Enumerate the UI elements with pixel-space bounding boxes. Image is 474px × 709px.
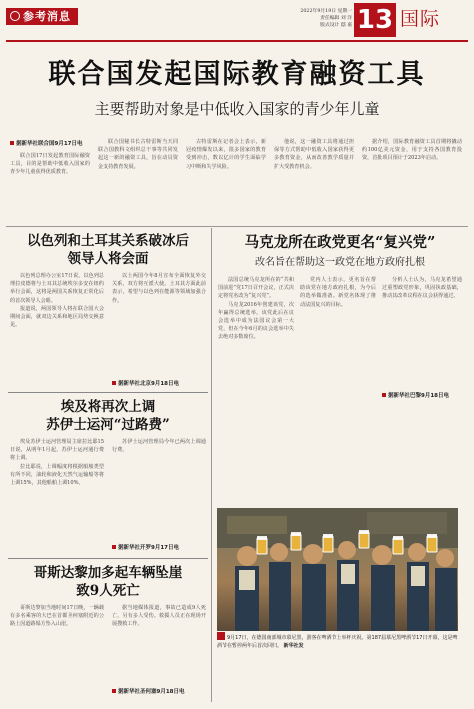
costarica-dateline: 据新华社圣何塞9月18日电 [112,688,208,696]
logo-text: 参考消息 [23,10,71,23]
editor-line: 责任编辑 刘 洋 [320,16,352,21]
masthead-rule [6,40,468,42]
lead-column-2: 联合国秘书长古特雷斯当天同联合国教科文组织总干事等共同发起这一新的融资工具，旨在动员资金支持教育发展。 [98,139,178,170]
israel-headline: 以色列和土耳其关系破冰后 领导人将会面 [27,233,189,267]
macron-dateline: 据新华社巴黎9月18日电 [382,392,464,400]
macron-column-3: 分析人士认为，马克龙希望通过重塑政党形象，巩固执政基础，推动其改革议程在议会获得通过。 [382,277,462,300]
macron-column-1: 法国总统马克龙所在的“共和国前进”党17日召开会议，正式决定将党名改为“复兴党”。 马克龙2016年创建该党，次年赢得总统选举。该党此后在议会选举中成为法国议会第一大党，但在今年6月的议会选举中失去绝对多数席位。 [218,277,294,341]
israel-separator [8,392,208,393]
photo-caption: 9月17日，在德国南部城市慕尼黑，游客在啤酒节上举杯庆祝。第187届慕尼黑啤酒节17日开幕，这是啤酒节在暂停两年后首次回归。 新华社发 [217,632,458,670]
israel-column-1: 以色列总理办公室17日说，以色列总理拉皮德将与土耳其总统埃尔多安在纽约举行会面，这将是两国关系恢复正常化后的首次领导人会晤。 报道说，两国领导人将在联合国大会期间会面，就双边关系和地区局势交换意见。 [10,273,104,329]
lead-column-3: 古特雷斯在记者会上表示，新冠疫情爆发以来，很多国家的教育受到冲击，数以亿计的学生面临学习中断和失学风险。 [186,139,266,170]
macron-subheadline: 改名旨在帮助这一政党在地方政府扎根 [255,257,425,268]
designer-line: 版式设计 邸 嘉 [320,23,352,28]
section-name: 国际 [400,8,441,30]
oktoberfest-photo [217,508,458,631]
issue-info [282,8,352,29]
suez-column-1: 埃及苏伊士运河管理局主席拉比耶15日说，从明年1月起，苏伊士运河通行费将上调。 拉比耶说，上调幅度将根据船舶类型有所不同，油轮和液化天然气运输船等将上调15%，其他船舶上调10%。 [10,439,104,487]
costarica-column-2: 据当地媒体报道，事故已造成9人死亡，另有多人受伤。救援人员正在现场开展搜救工作。 [112,605,206,628]
suez-column-2: 苏伊士运河管理局今年已两次上调通行费。 [112,439,206,454]
macron-headline: 马克龙所在政党更名“复兴党” [244,234,436,251]
costarica-headline: 哥斯达黎加多起车辆坠崖 致9人死亡 [33,565,183,599]
macron-column-2: 党内人士表示，更名旨在帮助该党在地方政府扎根，为今后的选举做准备。新党名体现了推动法国复兴的目标。 [300,277,376,308]
photo-illustration [217,508,458,631]
lead-bottom-rule [6,226,468,227]
page-number: 13 [354,3,396,37]
israel-dateline: 据新华社北京9月18日电 [112,380,208,388]
logo-icon [10,11,20,21]
photo-credit: 新华社发 [283,643,304,649]
caption-marker [217,632,225,640]
suez-separator [8,558,208,559]
lead-headline: 联合国发起国际教育融资工具 [48,59,426,90]
dateline-marker [10,141,14,145]
suez-dateline: 据新华社开罗9月17日电 [112,544,208,552]
masthead [0,0,474,42]
lead-column-1: 联合国17日发起教育国际融资工具，目的是帮助中低收入国家的青少年儿童获得优质教育。 [10,153,90,176]
lead-column-5: 据介绍，国际教育融资工具首期将撬动约100亿美元资金，用于支持各国教育投资，首批项目预计于2023年启动。 [362,139,462,162]
lead-dateline: 据新华社联合国9月17日电 [10,140,90,148]
israel-column-2: 以土两国今年8月宣布全面恢复外交关系，双方将互派大使。土耳其方面此前表示，希望与以色列在能源等领域加强合作。 [112,273,206,304]
costarica-column-1: 哥斯达黎加当地时间17日晚，一辆载有多名乘客的大巴在首都圣何塞附近的公路上因道路塌方坠入山崖。 [10,605,104,628]
lead-subheadline: 主要帮助对象是中低收入国家的青少年儿童 [94,100,380,118]
lead-column-4: 他说，这一融资工具将通过担保等方式帮助中低收入国家获得更多教育资金，从而改善教学质量并扩大受教育机会。 [274,139,354,170]
newspaper-logo [6,8,78,25]
column-divider [211,228,212,702]
suez-headline: 埃及将再次上调 苏伊士运河“过路费” [46,399,170,433]
issue-date: 2022年9月19日 星期一 [300,9,352,14]
